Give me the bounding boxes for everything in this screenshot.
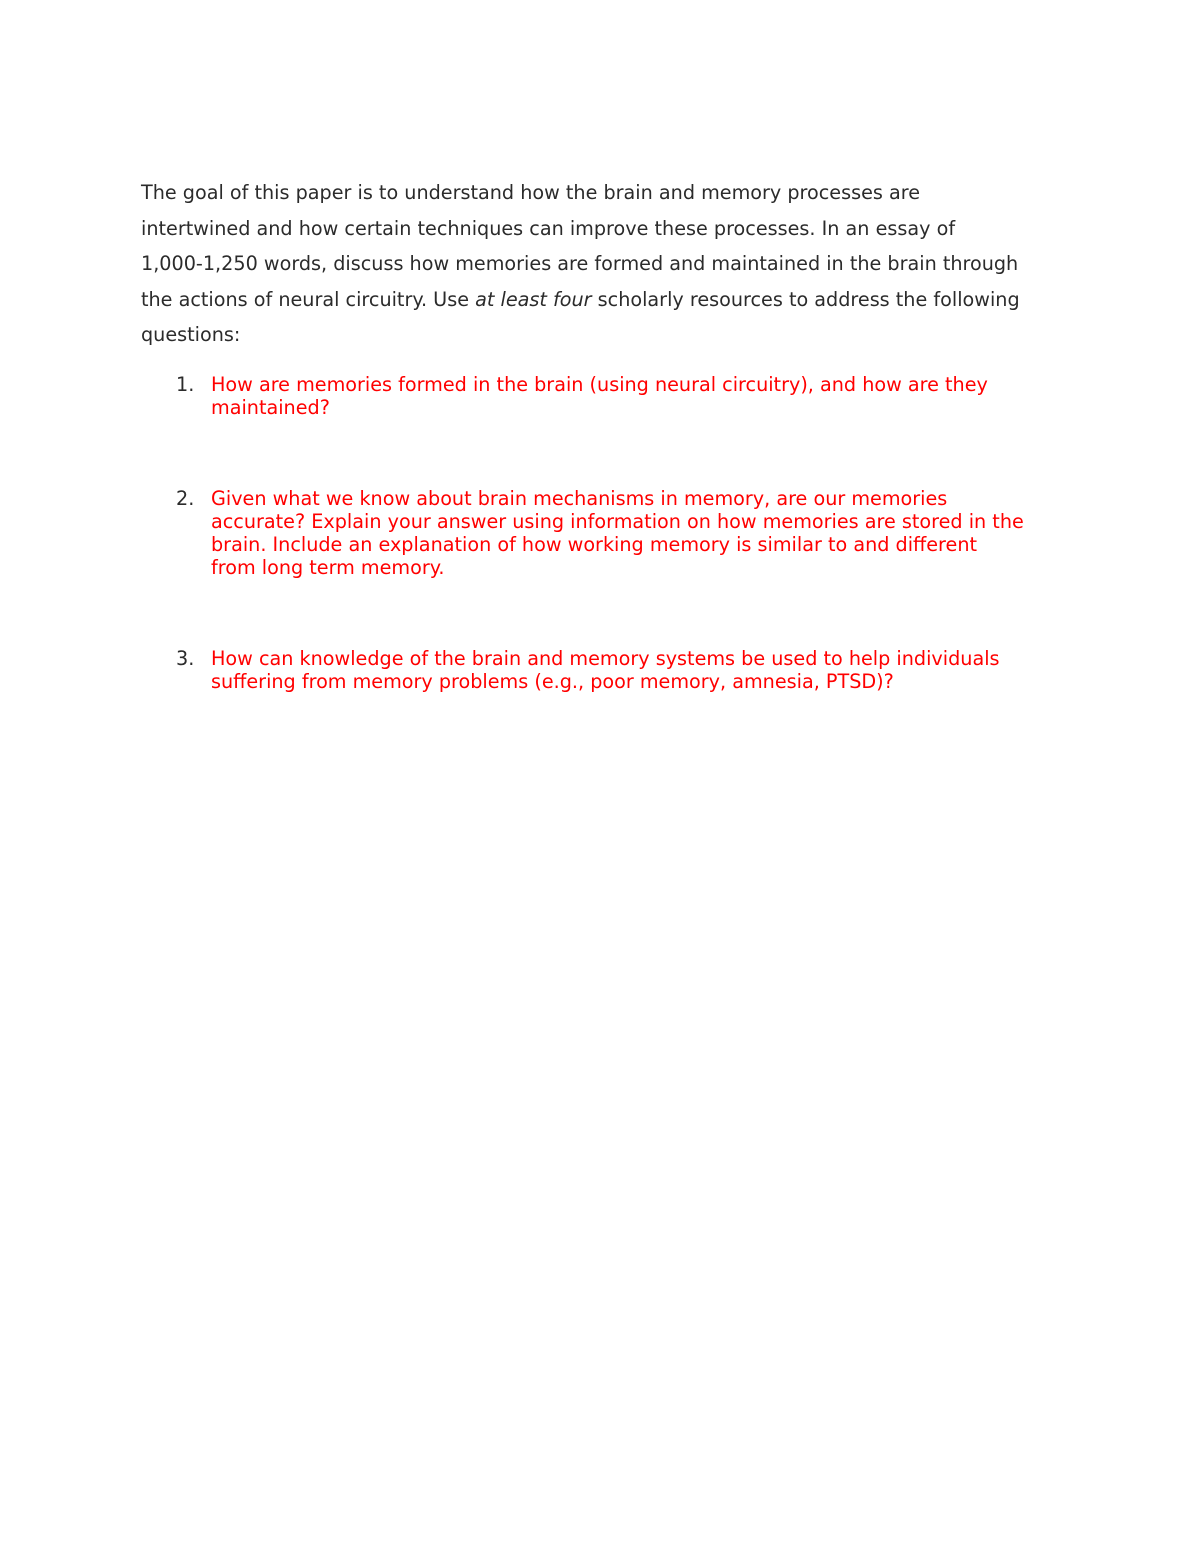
- question-line: suffering from memory problems (e.g., poor memory, amnesia, PTSD)?: [211, 670, 894, 693]
- question-line: How can knowledge of the brain and memory systems be used to help individuals: [211, 647, 1000, 670]
- question-line: maintained?: [211, 396, 330, 419]
- emphasis-text: at least four: [475, 287, 592, 311]
- question-line: Given what we know about brain mechanisms in memory, are our memories: [211, 487, 948, 510]
- intro-line: questions:: [141, 323, 241, 346]
- question-number: 3.: [176, 647, 195, 670]
- question-number: 2.: [176, 487, 195, 510]
- question-line: from long term memory.: [211, 556, 445, 579]
- intro-line: intertwined and how certain techniques can improve these processes. In an essay of: [141, 216, 956, 240]
- question-text: [211, 373, 1071, 419]
- question-number: 1.: [176, 373, 195, 396]
- intro-paragraph: [141, 175, 1071, 353]
- question-text: [211, 647, 1071, 693]
- question-text: [211, 487, 1071, 579]
- intro-line: 1,000-1,250 words, discuss how memories are formed and maintained in the brain through: [141, 252, 1019, 275]
- intro-text: scholarly resources to address the following: [591, 287, 1020, 311]
- intro-line: The goal of this paper is to understand how the brain and memory processes are: [141, 181, 921, 204]
- question-line: How are memories formed in the brain (using neural circuitry), and how are they: [211, 373, 988, 396]
- question-line: accurate? Explain your answer using information on how memories are stored in the: [211, 510, 1024, 533]
- intro-line: [141, 282, 1071, 318]
- question-line: brain. Include an explanation of how working memory is similar to and different: [211, 533, 978, 556]
- intro-text: the actions of neural circuitry. Use: [141, 287, 476, 311]
